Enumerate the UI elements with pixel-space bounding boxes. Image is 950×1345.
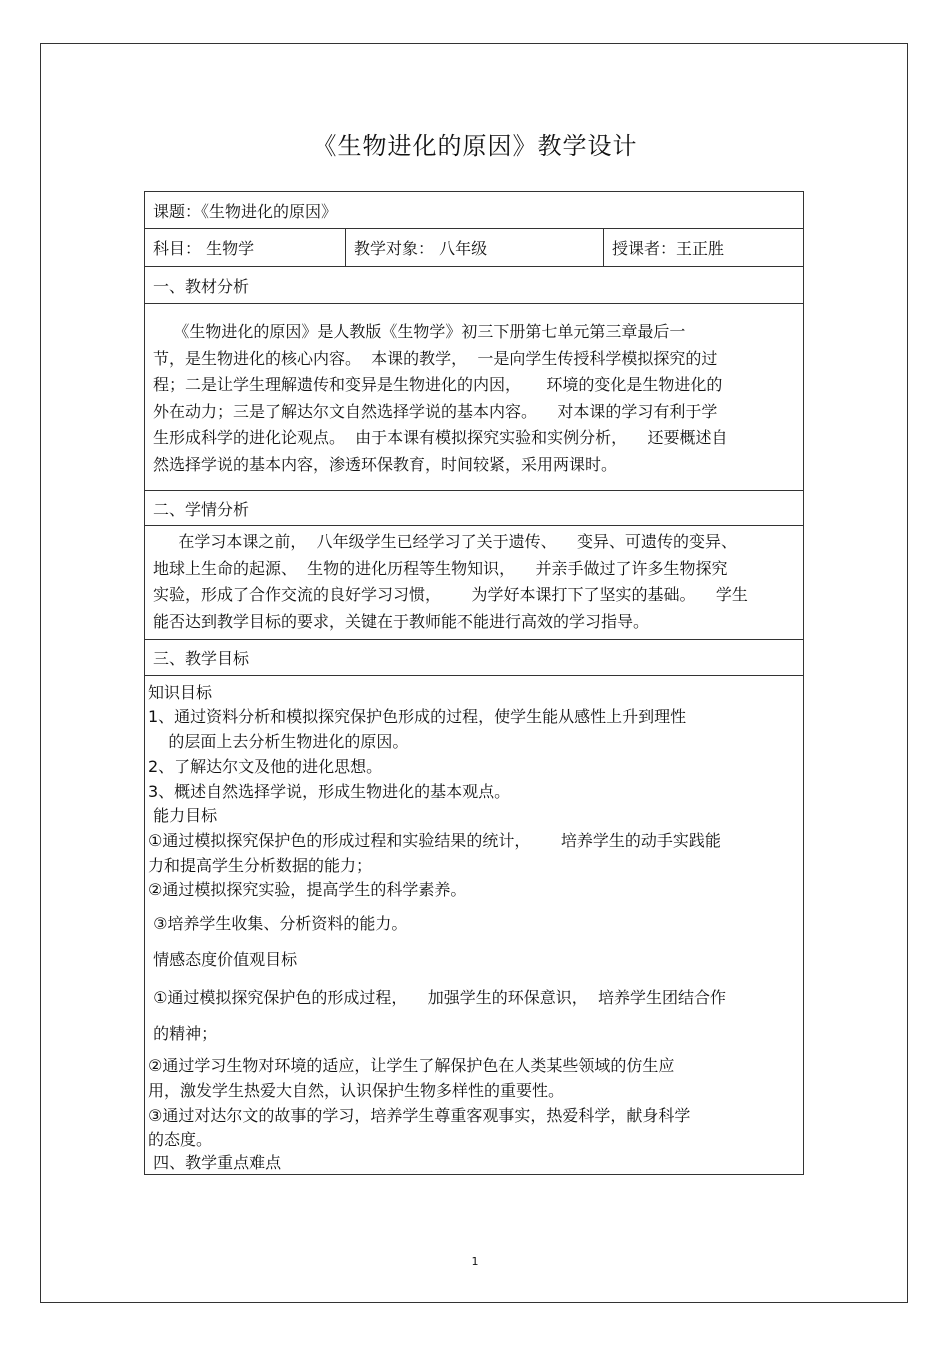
section3-heading-row <box>145 640 803 676</box>
teaching-objectives-body <box>148 676 798 1174</box>
objective-line: 的层面上去分析生物进化的原因。 <box>148 732 409 751</box>
objective-line: 情感态度价值观目标 <box>148 950 298 969</box>
objective-line: ③培养学生收集、分析资料的能力。 <box>148 914 408 933</box>
objective-line: 2、了解达尔文及他的进化思想。 <box>148 757 383 776</box>
paragraph-line: 地球上生命的起源、 生物的进化历程等生物知识， 并亲手做过了许多生物探究 <box>153 558 728 578</box>
section1-heading-row <box>145 267 803 304</box>
paragraph-line: 节，是生物进化的核心内容。 本课的教学， 一是向学生传授科学模拟探究的过 <box>153 348 718 368</box>
lesson-plan-table <box>144 191 804 1175</box>
section-heading: 二、学情分析 <box>153 499 250 519</box>
document-title: 《生物进化的原因》教学设计 <box>312 132 638 160</box>
objective-line: 四、教学重点难点 <box>148 1153 282 1172</box>
objective-line: 能力目标 <box>148 806 218 825</box>
info-row <box>145 229 803 267</box>
objective-line: 的精神； <box>148 1024 218 1043</box>
objective-line: 用，激发学生热爱大自然，认识保护生物多样性的重要性。 <box>148 1081 565 1100</box>
objective-line: ②通过学习生物对环境的适应，让学生了解保护色在人类某些领域的仿生应 <box>148 1056 675 1075</box>
objective-line: ②通过模拟探究实验，提高学生的科学素养。 <box>148 880 467 899</box>
paragraph-line: 《生物进化的原因》是人教版《生物学》初三下册第七单元第三章最后一 <box>153 322 686 341</box>
student-analysis-paragraph <box>145 529 803 635</box>
paragraph-line: 然选择学说的基本内容，渗透环保教育，时间较紧，采用两课时。 <box>153 454 618 474</box>
teacher-cell: 授课者：王正胜 <box>603 229 803 266</box>
section-heading: 一、教材分析 <box>153 276 250 296</box>
paragraph-line: 实验，形成了合作交流的良好学习习惯， 为学好本课打下了坚实的基础。 学生 <box>153 585 748 604</box>
section2-heading-row <box>145 491 803 526</box>
section1-body-row <box>145 304 803 491</box>
paragraph-line: 生形成科学的进化论观点。 由于本课有模拟探究实验和实例分析， 还要概述自 <box>153 428 728 447</box>
subject-cell: 科目： 生物学 <box>153 239 255 258</box>
objective-line: 知识目标 <box>148 683 213 702</box>
objective-line: 3、概述自然选择学说，形成生物进化的基本观点。 <box>148 782 511 801</box>
objective-line: ③通过对达尔文的故事的学习，培养学生尊重客观事实，热爱科学，献身科学 <box>148 1106 691 1125</box>
objective-line: 力和提高学生分析数据的能力； <box>148 856 373 875</box>
objective-line: 1、通过资料分析和模拟探究保护色形成的过程，使学生能从感性上升到理性 <box>148 707 687 726</box>
section-heading: 三、教学目标 <box>153 649 250 668</box>
topic-row <box>145 192 803 229</box>
topic-cell: 课题：《生物进化的原因》 <box>153 201 338 221</box>
audience-cell: 教学对象： 八年级 <box>345 229 603 266</box>
paragraph-line: 能否达到教学目标的要求，关键在于教师能不能进行高效的学习指导。 <box>153 611 650 631</box>
page-number: 1 <box>471 1255 479 1268</box>
paragraph-line: 程；二是让学生理解遗传和变异是生物进化的内因， 环境的变化是生物进化的 <box>153 375 723 394</box>
paragraph-line: 外在动力；三是了解达尔文自然选择学说的基本内容。 对本课的学习有利于学 <box>153 401 718 421</box>
section2-body-row <box>145 526 803 640</box>
textbook-analysis-paragraph <box>145 319 803 478</box>
objective-line: 的态度。 <box>148 1130 213 1149</box>
paragraph-line: 在学习本课之前， 八年级学生已经学习了关于遗传、 变异、可遗传的变异、 <box>153 532 737 551</box>
objective-line: ①通过模拟探究保护色的形成过程， 加强学生的环保意识， 培养学生团结合作 <box>148 988 726 1007</box>
objective-line: ①通过模拟探究保护色的形成过程和实验结果的统计， 培养学生的动手实践能 <box>148 831 721 850</box>
